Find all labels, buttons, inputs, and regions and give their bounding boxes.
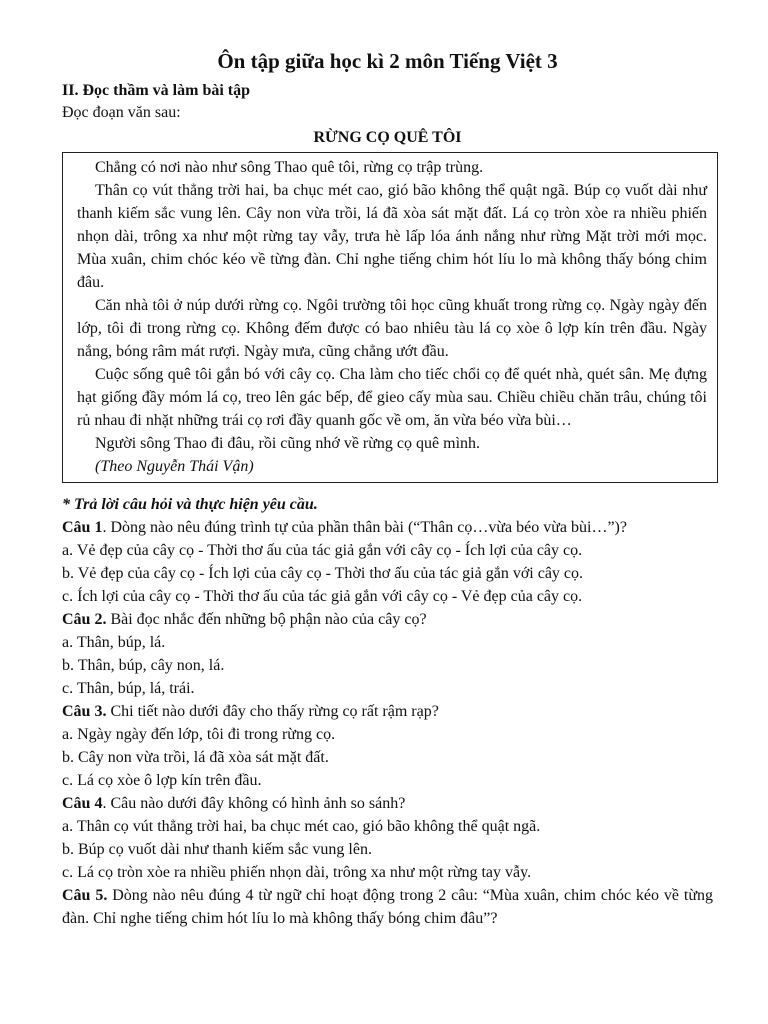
question-text: Chi tiết nào dưới đây cho thấy rừng cọ rất rậm rạp? (106, 703, 439, 720)
question-label: Câu 2. (62, 611, 107, 628)
answer-option: a. Ngày ngày đến lớp, tôi đi trong rừng cọ. (62, 726, 336, 743)
question-label: Câu 5. (62, 887, 108, 904)
passage-box (62, 152, 718, 483)
question-3 (62, 700, 713, 723)
question-label: Câu 1 (62, 519, 103, 536)
passage-source: (Theo Nguyễn Thái Vận) (95, 458, 254, 475)
answer-option: c. Ích lợi của cây cọ - Thời thơ ấu của tác giả gắn với cây cọ - Vẻ đẹp của cây cọ. (62, 588, 583, 605)
passage-paragraph: Thân cọ vút thẳng trời hai, ba chục mét cao, gió bão không thể quật ngã. Búp cọ vuốt dài như thanh kiếm sắc vung lên. Cây non vừa trồi, lá đã xòa sát mặt đất. Lá cọ tròn xòe ra nhiều phiến nhọn dài, trông xa như một rừng tay vẫy, trưa hè lấp lóa ánh nắng như rừng Mặt trời mới mọc. Mùa xuân, chim chóc kéo về từng đàn. Chỉ nghe tiếng chim hót líu lo mà không thấy bóng chim đâu. (77, 182, 707, 291)
answer-option: b. Vẻ đẹp của cây cọ - Ích lợi của cây cọ - Thời thơ ấu của tác giả gắn với cây cọ. (62, 565, 584, 582)
answer-option: a. Thân cọ vút thẳng trời hai, ba chục mét cao, gió bão không thể quật ngã. (62, 818, 541, 835)
question-1 (62, 516, 713, 539)
question-text: Dòng nào nêu đúng 4 từ ngữ chỉ hoạt động trong 2 câu: “Mùa xuân, chim chóc kéo về từng đàn. Chỉ nghe tiếng chim hót líu lo mà không thấy bóng chim đâu”? (62, 887, 714, 927)
question-5 (62, 884, 713, 930)
question-text: Bài đọc nhắc đến những bộ phận nào của cây cọ? (106, 611, 427, 628)
answer-option: b. Thân, búp, cây non, lá. (62, 657, 225, 674)
reading-instruction: Đọc đoạn văn sau: (62, 104, 181, 121)
passage-paragraph: Người sông Thao đi đâu, rồi cũng nhớ về rừng cọ quê mình. (95, 435, 481, 452)
question-text: . Dòng nào nêu đúng trình tự của phần thân bài (“Thân cọ…vừa béo vừa bùi…”)? (102, 519, 627, 536)
question-4 (62, 792, 713, 815)
passage-paragraph: Cuộc sống quê tôi gắn bó với cây cọ. Cha làm cho tiếc chổi cọ để quét nhà, quét sân. Mẹ đựng hạt giống đầy móm lá cọ, treo lên gác bếp, để gieo cấy mùa sau. Chiều chiều chăn trâu, chúng tôi rủ nhau đi nhặt những trái cọ rơi đầy quanh gốc về om, ăn vừa béo vừa bùi… (77, 366, 707, 429)
question-2 (62, 608, 713, 631)
passage-paragraph: Chẳng có nơi nào như sông Thao quê tôi, rừng cọ trập trùng. (95, 159, 484, 176)
questions-instruction: * Trả lời câu hỏi và thực hiện yêu cầu. (62, 496, 318, 513)
document-title: Ôn tập giữa học kì 2 môn Tiếng Việt 3 (217, 49, 558, 73)
question-label: Câu 4 (62, 795, 103, 812)
passage-paragraph: Căn nhà tôi ở núp dưới rừng cọ. Ngôi trường tôi học cũng khuất trong rừng cọ. Ngày ngày đến lớp, tôi đi trong rừng cọ. Không đếm được có bao nhiêu tàu lá cọ xòe ô lợp kín trên đầu. Ngày nắng, bóng râm mát rượi. Ngày mưa, cũng chẳng ướt đầu. (77, 297, 707, 360)
answer-option: c. Thân, búp, lá, trái. (62, 680, 195, 697)
answer-option: a. Vẻ đẹp của cây cọ - Thời thơ ấu của tác giả gắn với cây cọ - Ích lợi của cây cọ. (62, 542, 583, 559)
answer-option: b. Búp cọ vuốt dài như thanh kiếm sắc vung lên. (62, 841, 372, 858)
section-heading: II. Đọc thầm và làm bài tập (62, 82, 251, 99)
answer-option: b. Cây non vừa trồi, lá đã xòa sát mặt đất. (62, 749, 329, 766)
question-label: Câu 3. (62, 703, 107, 720)
questions-section (62, 493, 713, 930)
question-text: . Câu nào dưới đây không có hình ảnh so sánh? (102, 795, 406, 812)
passage-title: RỪNG CỌ QUÊ TÔI (313, 129, 462, 146)
answer-option: c. Lá cọ tròn xòe ra nhiều phiến nhọn dài, trông xa như một rừng tay vẫy. (62, 864, 532, 881)
answer-option: c. Lá cọ xòe ô lợp kín trên đầu. (62, 772, 262, 789)
answer-option: a. Thân, búp, lá. (62, 634, 166, 651)
